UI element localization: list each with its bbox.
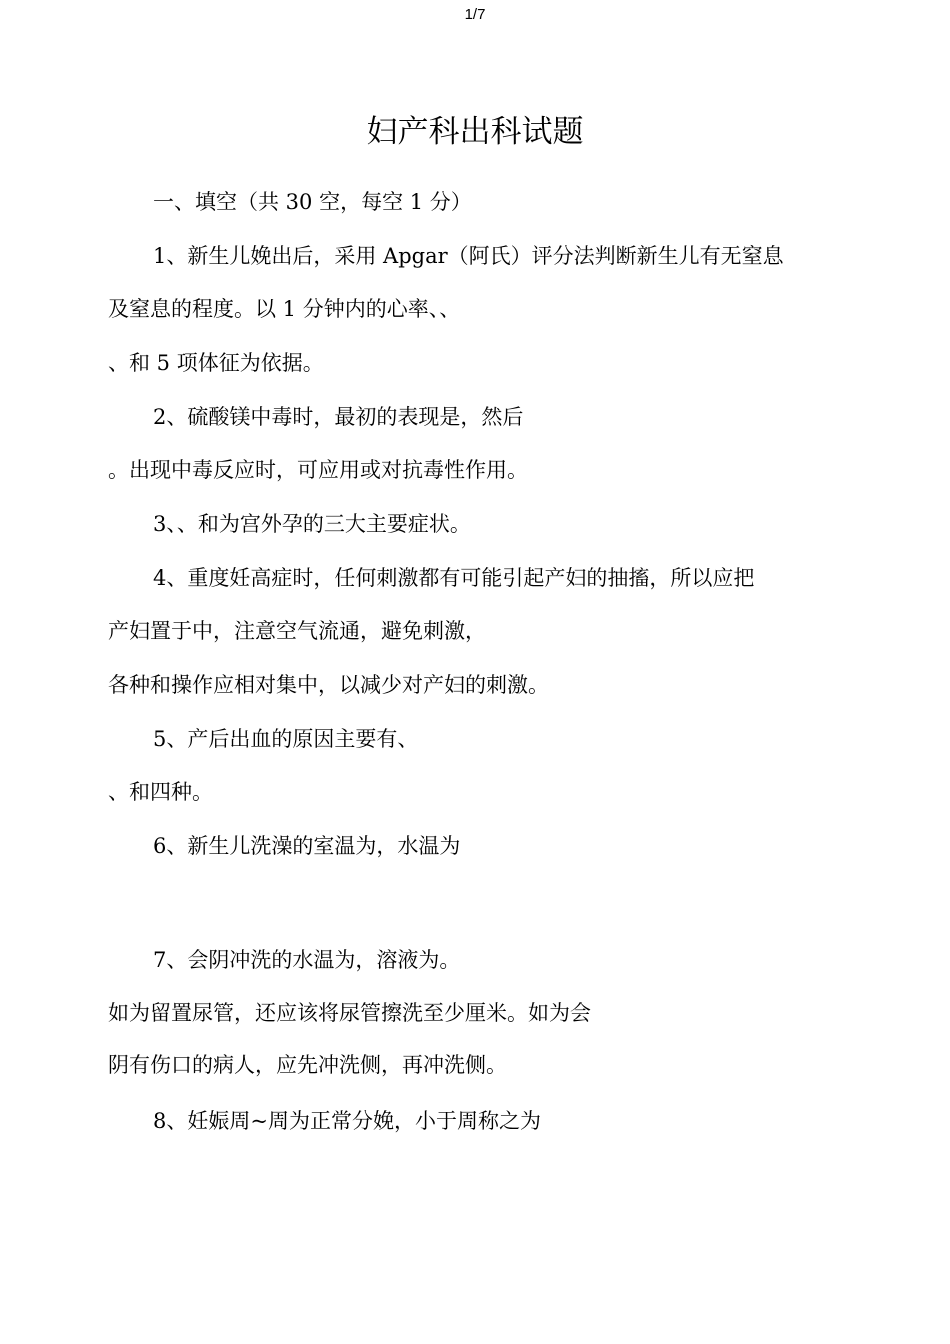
question-2-line-2: 。出现中毒反应时，可应用或对抗毒性作用。	[108, 458, 528, 482]
question-1-line-2: 及窒息的程度。以 1 分钟内的心率、、	[108, 297, 461, 321]
section-heading: 一、填空（共 30 空，每空 1 分）	[153, 190, 472, 214]
question-1-line-1: 1、新生儿娩出后，采用 Apgar（阿氏）评分法判断新生儿有无窒息	[153, 244, 784, 268]
question-5-line-2: 、和四种。	[108, 780, 213, 804]
question-3-line-1: 3、、和为宫外孕的三大主要症状。	[153, 512, 471, 536]
question-6-line-1: 6、新生儿洗澡的室温为，水温为	[153, 834, 461, 858]
question-7-line-2: 如为留置尿管，还应该将尿管擦洗至少厘米。如为会	[108, 1001, 591, 1025]
question-2-line-1: 2、硫酸镁中毒时，最初的表现是，然后	[153, 405, 524, 429]
document-title: 妇产科出科试题	[366, 114, 584, 150]
question-8-line-1: 8、妊娠周~周为正常分娩，小于周称之为	[153, 1109, 541, 1133]
question-7-line-3: 阴有伤口的病人，应先冲洗侧，再冲洗侧。	[108, 1053, 507, 1077]
question-5-line-1: 5、产后出血的原因主要有、	[153, 727, 419, 751]
question-4-line-2: 产妇置于中，注意空气流通，避免刺激，	[108, 619, 486, 643]
question-1-line-3: 、和 5 项体征为依据。	[108, 351, 324, 375]
page-number: 1/7	[464, 6, 486, 23]
question-4-line-1: 4、重度妊高症时，任何刺激都有可能引起产妇的抽搐，所以应把	[153, 566, 755, 590]
question-4-line-3: 各种和操作应相对集中，以减少对产妇的刺激。	[108, 673, 549, 697]
question-7-line-1: 7、会阴冲洗的水温为，溶液为。	[153, 948, 461, 972]
